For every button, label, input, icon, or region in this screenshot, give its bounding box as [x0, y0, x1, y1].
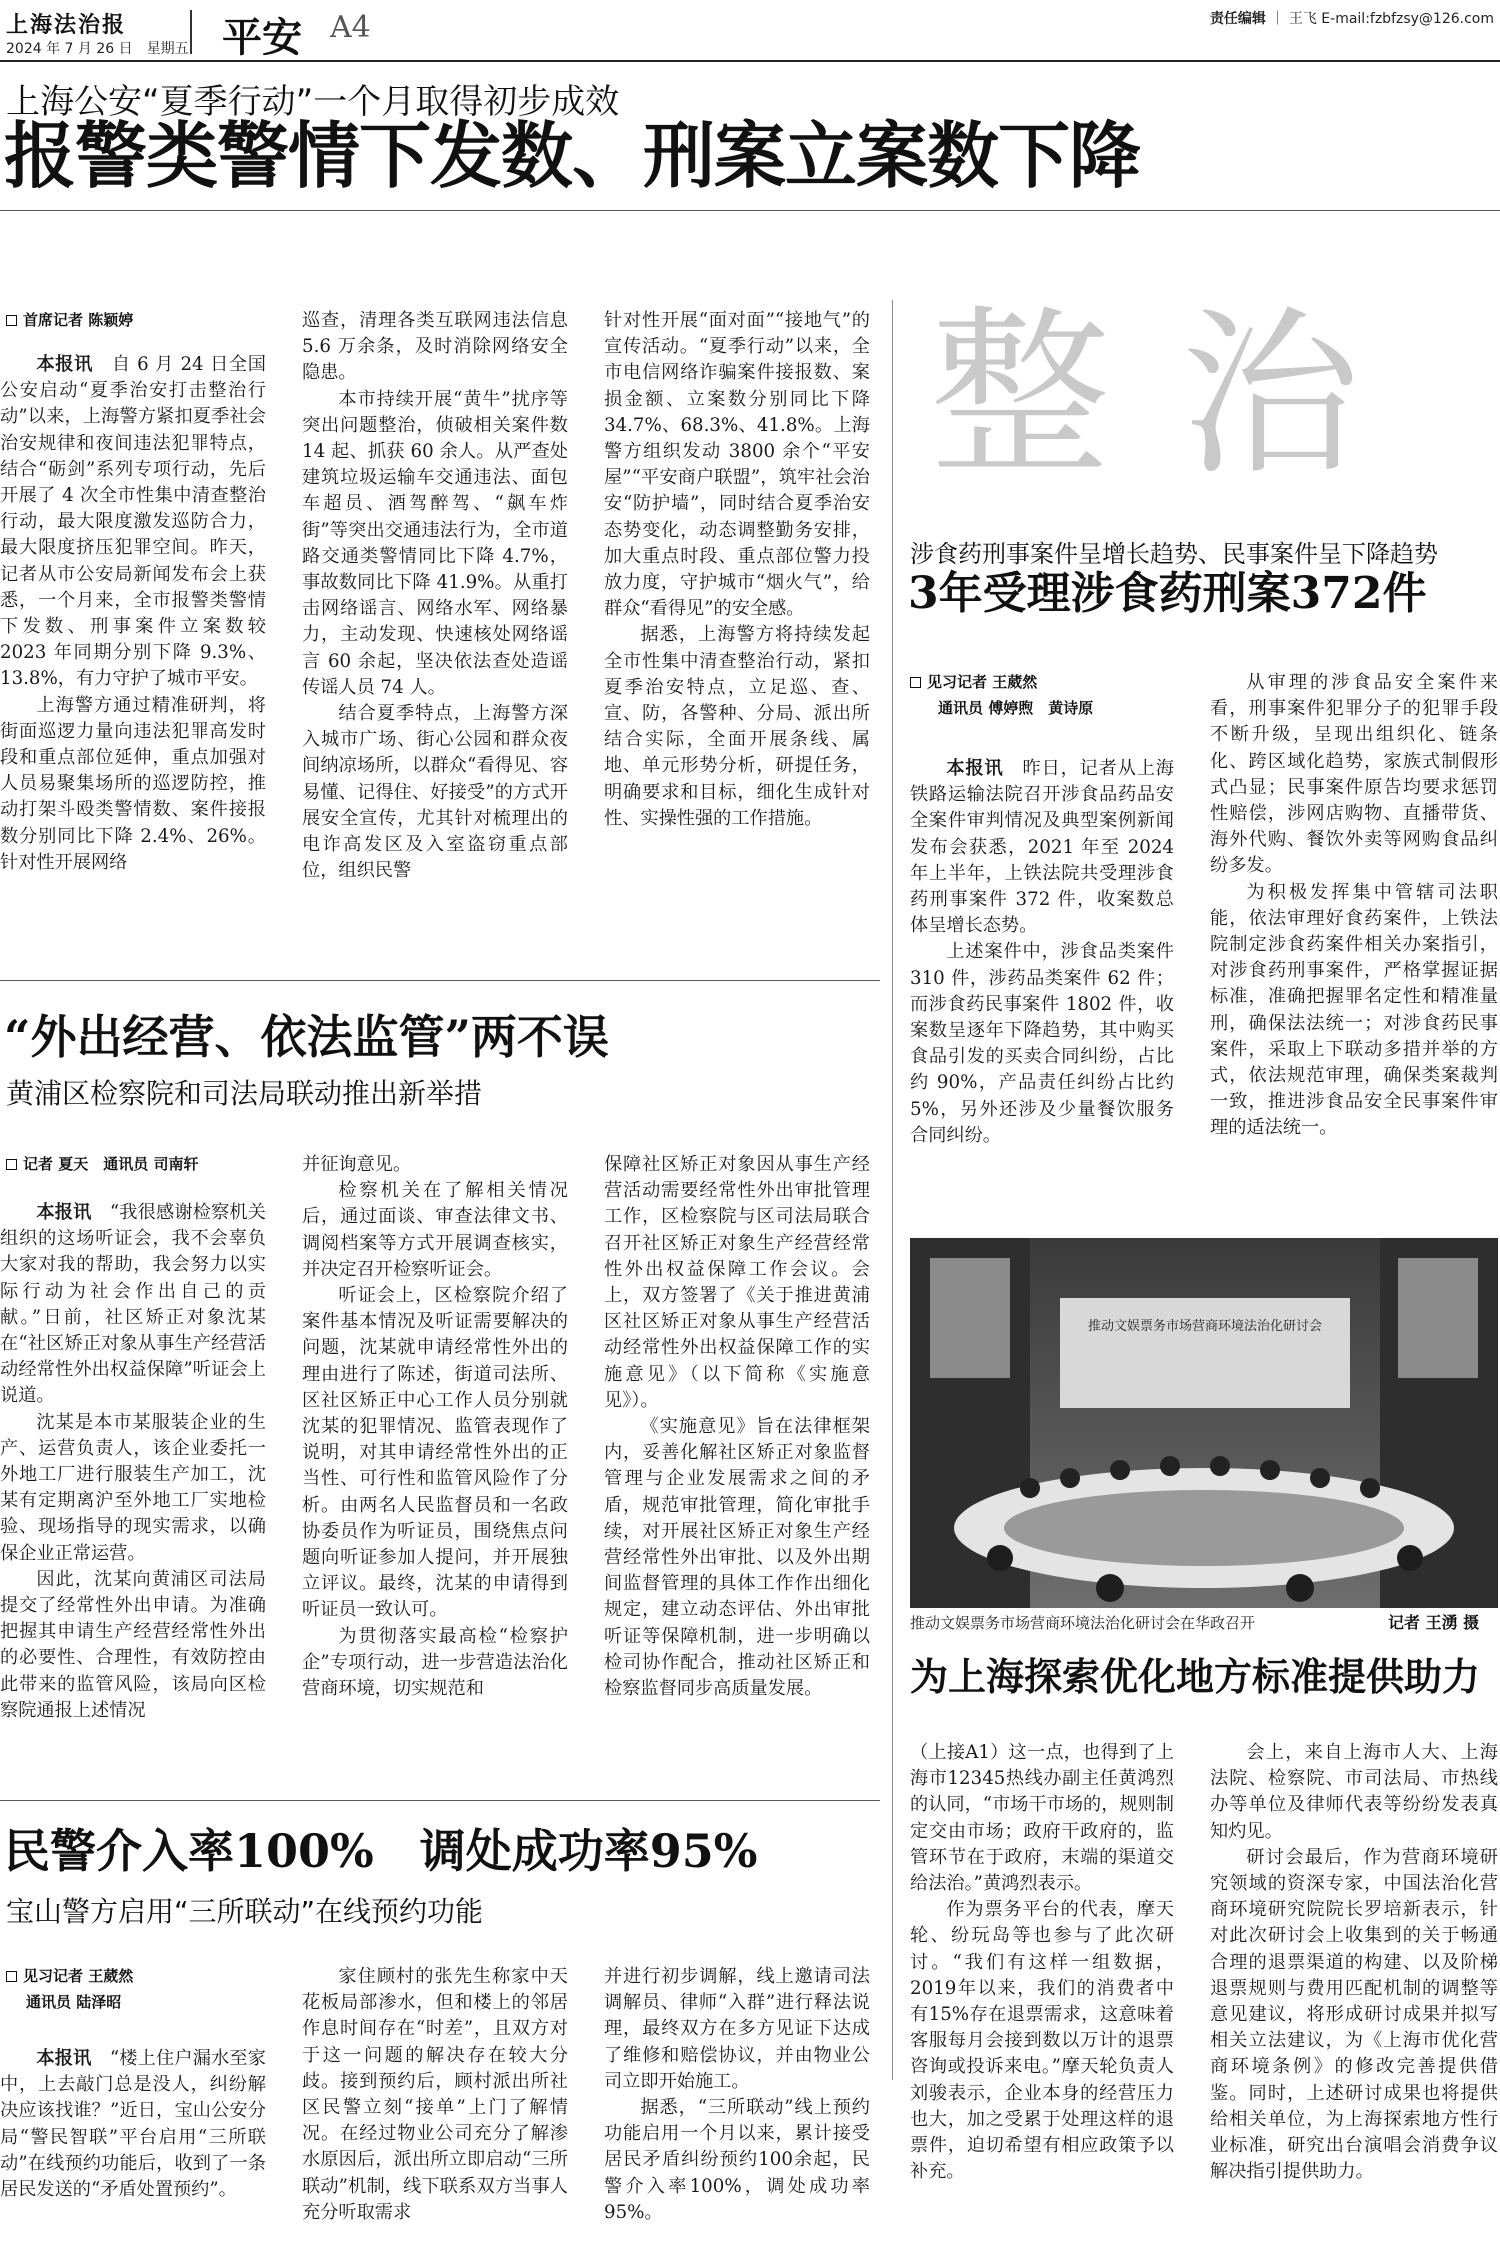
editor-name: 王飞 [1288, 11, 1317, 27]
issue-date: 2024 年 7 月 26 日 星期五 [6, 41, 189, 57]
editor-label: 责任编辑 [1209, 11, 1266, 27]
section-name: 平安 [222, 15, 302, 61]
photo-credit: 记者 王湧 摄 [1388, 1613, 1480, 1632]
story5-column-2: 家住顾村的张先生称家中天花板局部渗水，但和楼上的邻居作息时间存在“时差”，且双方对于这一问题的解决存在较大分歧。接到预约后，顾村派出所社区民警立刻“接单”上门了解情况。在经过物业公司充分了解渗水原因后，派出所立即启动“三所联动”机制，线下联系双方当事人充分听取需求 [302, 1966, 568, 2223]
story1-kicker: 上海公安“夏季行动”一个月取得初步成效 [6, 82, 620, 122]
story2-column-1: 本报讯 昨日，记者从上海铁路运输法院召开涉食品药品安全案件审判情况及典型案例新闻发布会获悉，2021 年至 2024 年上半年，上铁法院共受理涉食药刑事案件 372 件，收案数总体呈增长态势。 上述案件中，涉食品类案件 310 件，涉药品类案件 62 件；而涉食药民事案件 1802 件，收案数呈逐年下降趋势，其中购买食品引发的买卖合同纠纷，占比约 90%，产品责任纠纷占比约 5%，另外还涉及少量餐饮服务合同纠纷。 [910, 758, 1174, 1146]
story3-rule [0, 980, 880, 981]
column-divider [892, 300, 893, 2080]
story5-subhead: 宝山警方启用“三所联动”在线预约功能 [6, 1895, 484, 1928]
story1-column-2: 巡查，清理各类互联网违法信息 5.6 万余条，及时消除网络安全隐患。 本市持续开展“黄牛”扰序等突出问题整治，侦破相关案件数 14 起、抓获 60 余人。从严查处建筑垃圾运输车交通违法、面包车超员、酒驾醉驾、“飙车炸街”等突出交通违法行为，全市道路交通类警情同比下降 4.7%，事故数同比下降 41.9%。从重打击网络谣言、网络水军、网络暴力，主动发现、快速核处网络谣言 60 余起，坚决依法查处造谣传谣人员 74 人。 结合夏季特点，上海警方深入城市广场、街心公园和群众夜间纳凉场所，以群众“看得见、容易懂、记得住、好接受”的方式开展安全宣传，尤其针对梳理出的电诈高发区及入室盗窃重点部位，组织民警 [302, 310, 568, 882]
story1-headline: 报警类警情下发数、刑案立案数下降 [4, 113, 1141, 198]
story2-column-2: 从审理的涉食品安全案件来看，刑事案件犯罪分子的犯罪手段不断升级，呈现出组织化、链条化、跨区域化趋势，家族式制假形式凸显；民事案件原告均要求惩罚性赔偿，涉网店购物、直播带货、海外代购、餐饮外卖等网购食品纠纷多发。 为积极发挥集中管辖司法职能，依法审理好食药案件，上铁法院制定涉食药案件相关办案指引，对涉食药刑事案件，严格掌握证据标准，准确把握罪名定性和精准量刑，确保法法统一；对涉食药民事案件，采取上下联动多措并举的方式，依法规范审理，确保类案裁判一致，推进涉食品安全民事案件审理的适法统一。 [1210, 672, 1498, 1139]
story2-headline: 3年受理涉食药刑案372件 [908, 568, 1427, 619]
big-characters-graphic [910, 282, 1490, 502]
story1-byline: 首席记者 陈颖婷 [6, 308, 133, 334]
editor-email: E-mail:fzbfzsy@126.com [1321, 11, 1494, 27]
story3-column-3: 保障社区矫正对象因从事生产经营活动需要经常性外出审批管理工作，区检察院与区司法局联合召开社区矫正对象生产经营经常性外出权益保障工作会议。会上，双方签署了《关于推进黄浦区社区矫正对象从事生产经营活动经常性外出权益保障工作的实施意见》（以下简称《实施意见》）。 《实施意见》旨在法律框架内，妥善化解社区矫正对象监督管理与企业发展需求之间的矛盾，规范审批管理，简化审批手续，对开展社区矫正对象生产经营经常性外出审批、以及外出期间监督管理的具体工作作出细化规定，建立动态评估、外出审批听证等保障机制，进一步明确以检司协作配合，推动社区矫正和检察监督同步高质量发展。 [604, 1154, 870, 1700]
photo-caption: 推动文娱票务市场营商环境法治化研讨会在华政召开 [910, 1614, 1256, 1632]
story5-column-3: 并进行初步调解，线上邀请司法调解员、律师“入群”进行释法说理，最终双方在多方见证下达成了维修和赔偿协议，并由物业公司立即开始施工。 据悉，“三所联动”线上预约功能启用一个月以来，累计接受居民矛盾纠纷预约100余起，民警介入率100%，调处成功率 95%。 [604, 1966, 870, 2223]
page-number: A4 [330, 10, 371, 45]
story4-column-1: （上接A1）这一点，也得到了上海市12345热线办副主任黄鸿烈的认同，“市场干市场的，规则制定交由市场；政府干政府的，监管环节在于政府，末端的渠道交给法治。”黄鸿烈表示。 作为票务平台的代表，摩天轮、纷玩岛等也参与了此次研讨。“我们有这样一组数据，2019年以来，我们的消费者中有15%存在退票需求，这意味着客服每月会接到数以万计的退票咨询或投诉来电。”摩天轮负责人刘骏表示，企业本身的经营压力也大，加之受累于处理这样的退票件，迫切希望有相应政策予以补充。 [910, 1742, 1174, 2183]
story4-column-2: 会上，来自上海市人大、上海法院、检察院、市司法局、市热线办等单位及律师代表等纷纷发表真知灼见。 研讨会最后，作为营商环境研究领域的资深专家，中国法治化营商环境研究院院长罗培新表示，针对此次研讨会上收集到的关于畅通合理的退票渠道的构建、以及阶梯退票规则与费用匹配机制的调整等意见建议，将形成研讨成果并拟写相关立法建议，为《上海市优化营商环境条例》的修改完善提供借鉴。同时，上述研讨成果也将提供给相关单位，为上海探索地方性行业标准，研究出台演唱会消费争议解决指引提供助力。 [1210, 1742, 1498, 2183]
byline-box-icon [6, 315, 17, 326]
story2-byline: 见习记者 王葳然 通讯员 傅婷煦 黄诗原 [910, 670, 1093, 721]
story3-byline: 记者 夏天 通讯员 司南轩 [6, 1152, 198, 1178]
byline-box-icon [6, 1971, 17, 1982]
masthead [0, 0, 1500, 62]
story3-column-1: 本报讯 “我很感谢检察机关组织的这场听证会，我不会辜负大家对我的帮助，我会努力以实际行动为社会作出自己的贡献。”日前，社区矫正对象沈某在“社区矫正对象从事生产经营活动经常性外出权益保障”听证会上说道。 沈某是本市某服装企业的生产、运营负责人，该企业委托一外地工厂进行服装生产加工，沈某有定期离沪至外地工厂实地检验、现场指导的现实需求，以确保企业正常运营。 因此，沈某向黄浦区司法局提交了经常性外出申请。为准确把握其申请生产经营经常性外出的必要性、合理性，有效防控由此带来的监管风险，该局向区检察院通报上述情况 [0, 1202, 266, 1721]
byline-box-icon [6, 1159, 17, 1170]
story1-column-1: 本报讯 自 6 月 24 日全国公安启动“夏季治安打击整治行动”以来，上海警方紧扣夏季社会治安规律和夜间违法犯罪特点，结合“砺剑”系列专项行动，先后开展了 4 次全市性集中清查整治行动，最大限度激发巡防合力，最大限度挤压犯罪空间。昨天，记者从市公安局新闻发布会上获悉，一个月来，全市报警类警情下发数、刑事案件立案数较 2023 年同期分别下降 9.3%、13.8%，有力守护了城市平安。 上海警方通过精准研判，将街面巡逻力量向违法犯罪高发时段和重点部位延伸，重点加强对人员易聚集场所的巡逻防控，推动打架斗殴类警情数、案件接报数分别同比下降 2.4%、26%。针对性开展网络 [0, 354, 266, 873]
story5-rule [0, 1800, 880, 1801]
meeting-photo [910, 1238, 1498, 1608]
story3-headline: “外出经营、依法监管”两不误 [4, 1010, 609, 1064]
story1-column-3: 针对性开展“面对面”“接地气”的宣传活动。“夏季行动”以来，全市电信网络诈骗案件接报数、案损金额、立案数分别同比下降 34.7%、68.3%、41.8%。上海警方组织发动 3800 余个“平安屋”“平安商户联盟”，筑牢社会治安“防护墙”，同时结合夏季治安态势变化，动态调整勤务安排，加大重点时段、重点部位警力投放力度，守护城市“烟火气”，给群众“看得见”的安全感。 据悉，上海警方将持续发起全市性集中清查整治行动，紧扣夏季治安特点，立足巡、查、宣、防，各警种、分局、派出所结合实际，全面开展条线、属地、单元形势分析，研提任务，明确要求和目标，细化生成针对性、实操性强的工作措施。 [604, 310, 870, 829]
masthead-divider [190, 10, 192, 54]
meeting-photo-graphic [910, 1238, 1498, 1608]
story3-subhead: 黄浦区检察院和司法局联动推出新举措 [6, 1077, 483, 1110]
byline-box-icon [910, 677, 921, 688]
svg-text:整治: 整治 [930, 291, 1431, 500]
story5-column-1: 本报讯 “楼上住户漏水至家中，上去敲门总是没人，纠纷解决应该找谁？”近日，宝山公安分局“警民智联”平台启用“三所联动”在线预约功能后，收到了一条居民发送的“矛盾处置预约”。 [0, 2048, 266, 2201]
editor-info: 责任编辑 ｜ 王飞 E-mail:fzbfzsy@126.com [1209, 11, 1494, 27]
story2-decoration [910, 282, 1490, 502]
story5-headline: 民警介入率100% 调处成功率95% [4, 1824, 758, 1878]
newspaper-logo: 上海法治报 [6, 12, 127, 38]
story1-rule [0, 210, 1500, 211]
story3-column-2: 并征询意见。 检察机关在了解相关情况后，通过面谈、审查法律文书、调阅档案等方式开展调查核实，并决定召开检察听证会。 听证会上，区检察院介绍了案件基本情况及听证需要解决的问题，沈某就申请经常性外出的理由进行了陈述，街道司法所、区社区矫正中心工作人员分别就沈某的犯罪情况、监管表现作了说明，对其申请经常性外出的正当性、可行性和监管风险作了分析。由两名人民监督员和一名政协委员作为听证员，围绕焦点问题向听证参加人提问，并开展独立评议。最终，沈某的申请得到听证员一致认可。 为贯彻落实最高检“检察护企”专项行动，进一步营造法治化营商环境，切实规范和 [302, 1154, 568, 1700]
story4-headline: 为上海探索优化地方标准提供助力 [910, 1654, 1481, 1699]
story2-kicker: 涉食药刑事案件呈增长趋势、民事案件呈下降趋势 [910, 540, 1438, 568]
story5-byline: 见习记者 王葳然 通讯员 陆泽昭 [6, 1964, 133, 2015]
svg-text:推动文娱票务市场营商环境法治化研讨会: 推动文娱票务市场营商环境法治化研讨会 [1087, 1319, 1323, 1334]
